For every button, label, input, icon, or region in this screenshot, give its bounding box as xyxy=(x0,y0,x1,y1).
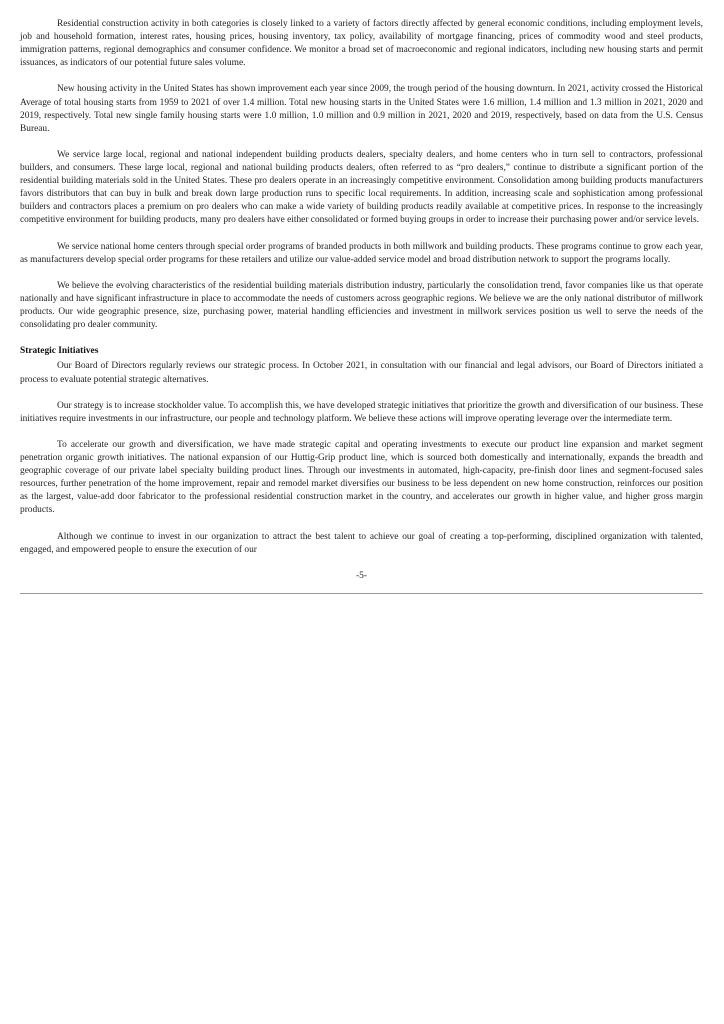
paragraph-growth-diversification: To accelerate our growth and diversification, we have made strategic capital and operating investments to execute our product line expansion and market segment penetration organic growth initiatives. The national expansion of our Huttig-Grip product line, which is sourced both domestically and internationally, expands the breadth and geographic coverage of our private label specialty building product lines. Through our investments in automated, high-capacity, pre-finish door lines and segment-focused sales resources, further penetration of the home improvement, repair and remodel market diversifies our business to be less dependent on new home construction, reinforces our position as the largest, value-add door fabricator to the professional residential construction market in the country, and accelerates our growth in higher value, and higher gross margin products. xyxy=(20,440,703,516)
paragraph-industry-characteristics: We believe the evolving characteristics of the residential building materials distribution industry, particularly the consolidation trend, favor companies like us that operate nationally and have significant infrastructure in place to accommodate the needs of customers across geographic regions. We believe we are the only national distributor of millwork products. Our wide geographic presence, size, purchasing power, material handling efficiencies and investment in millwork services position us well to serve the needs of the consolidating pro dealer community. xyxy=(20,280,703,331)
paragraph-board-review: Our Board of Directors regularly reviews our strategic process. In October 2021, in consultation with our financial and legal advisors, our Board of Directors initiated a process to evaluate potential strategic alternatives. xyxy=(20,361,703,385)
paragraph-home-centers: We service national home centers through special order programs of branded products in both millwork and building products. These programs continue to grow each year, as manufacturers develop special order programs for these retailers and utilize our value-added service model and broad distribution network to support the programs locally. xyxy=(20,241,703,265)
paragraph-strategy: Our strategy is to increase stockholder value. To accomplish this, we have developed strategic initiatives that prioritize the growth and diversification of our business. These initiatives require investments in our infrastructure, our people and technology platform. We believe these actions will improve operating leverage over the intermediate term. xyxy=(20,400,703,424)
document-page xyxy=(20,18,703,594)
paragraph-housing-activity: New housing activity in the United States has shown improvement each year since 2009, the trough period of the housing downturn. In 2021, activity crossed the Historical Average of total housing starts from 1959 to 2021 of over 1.4 million. Total new housing starts in the United States were 1.6 million, 1.4 million and 1.3 million in 2021, 2020 and 2019, respectively. Total new single family housing starts were 1.0 million, 1.0 million and 0.9 million in 2021, 2020 and 2019, respectively, based on data from the U.S. Census Bureau. xyxy=(20,84,703,134)
paragraph-construction-activity: Residential construction activity in both categories is closely linked to a variety of factors directly affected by general economic conditions, including employment levels, job and household formation, interest rates, housing prices, housing inventory, tax policy, availability of mortgage financing, prices of commodity wood and steel products, immigration patterns, regional demographics and consumer confidence. We monitor a broad set of macroeconomic and regional indicators, including new housing starts and permit issuances, as indicators of our potential future sales volume. xyxy=(20,19,703,69)
section-heading-strategic-initiatives: Strategic Initiatives xyxy=(20,346,99,357)
page-number: -5- xyxy=(356,570,367,581)
paragraph-talent-investment: Although we continue to invest in our organization to attract the best talent to achieve our goal of creating a top-performing, disciplined organization with talented, engaged, and empowered people to ensure the execution of our xyxy=(20,531,703,555)
page-divider xyxy=(20,593,703,594)
paragraph-pro-dealers: We service large local, regional and national independent building products dealers, specialty dealers, and home centers who in turn sell to contractors, professional builders, and consumers. These large local, regional and national building products dealers, often referred to as “pro dealers,” continue to distribute a significant portion of the residential building materials sold in the United States. These pro dealers operate in an increasingly competitive environment. Consolidation among building products manufacturers favors distributors that can buy in bulk and break down large production runs to specific local requirements. In addition, increasing scale and sophistication among professional builders and contractors places a premium on pro dealers who can make a wide variety of building products readily available at competitive prices. In response to the increasingly competitive environment for building products, many pro dealers have either consolidated or formed buying groups in order to increase their purchasing power and/or service levels. xyxy=(20,149,703,226)
